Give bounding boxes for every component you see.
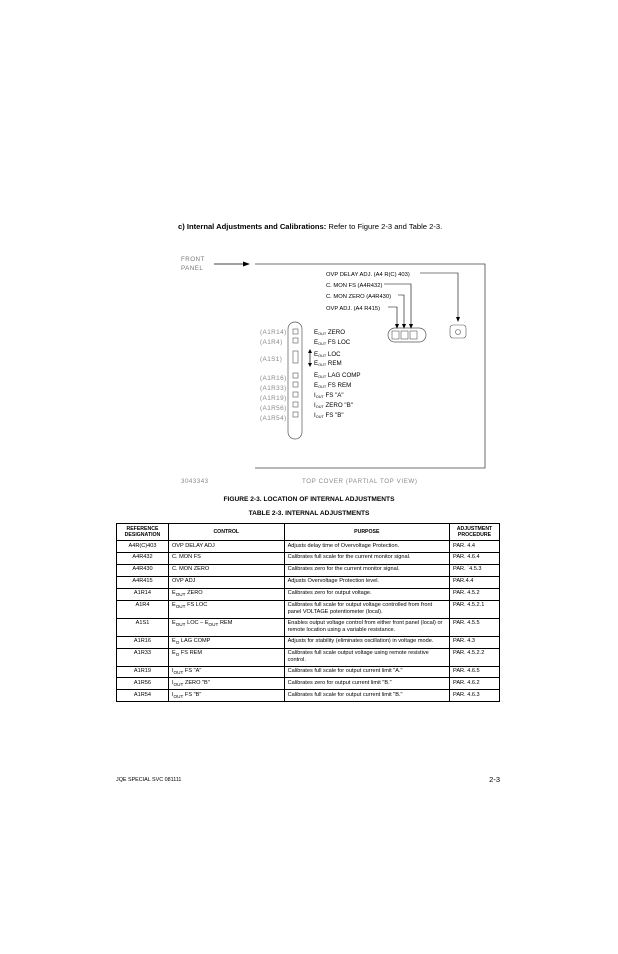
- designator-label: (A1R14): [260, 329, 287, 336]
- purpose-cell: Calibrates full scale for the current monitor signal.: [284, 552, 449, 564]
- control-label: EOUT LOC: [314, 351, 341, 358]
- table-row: [117, 690, 500, 702]
- table-row: [117, 666, 500, 678]
- designator-label: (A1S1): [260, 356, 283, 363]
- control-cell: $I_{OUT}$ FS "A": [168, 666, 284, 678]
- a1-board-slot: [288, 322, 302, 439]
- purpose-cell: Calibrates zero for output voltage.: [284, 588, 449, 600]
- purpose-cell: Calibrates full scale for output current limit "A.": [284, 666, 449, 678]
- figure-caption: FIGURE 2-3. LOCATION OF INTERNAL ADJUSTMENTS: [223, 496, 395, 503]
- control-cell: $E_O$ FS REM: [168, 648, 284, 666]
- control-cell: $E_{OUT}$ FS LOC: [168, 600, 284, 618]
- control-label: IOUT ZERO "B": [314, 402, 353, 409]
- purpose-cell: Calibrates zero for output current limit "B.": [284, 678, 449, 690]
- reference-designation-cell: A1R33: [117, 648, 169, 666]
- s1-toggle-arrow: [308, 349, 312, 367]
- control-cell: C. MON ZERO: [168, 564, 284, 576]
- procedure-cell: PAR. 4.6.4: [450, 552, 500, 564]
- control-cell: OVP DELAY ADJ: [168, 541, 284, 553]
- callout-label: OVP ADJ. (A4 R415): [326, 306, 381, 312]
- control-cell: $E_{OUT}$ ZERO: [168, 588, 284, 600]
- control-label: IOUT FS "A": [314, 392, 344, 399]
- table-caption: TABLE 2-3. INTERNAL ADJUSTMENTS: [248, 510, 370, 517]
- reference-designation-cell: A4R415: [117, 576, 169, 588]
- procedure-cell: PAR. 4.6.3: [450, 690, 500, 702]
- control-label: EOUT FS LOC: [314, 339, 351, 346]
- control-label: EOUT FS REM: [314, 382, 352, 389]
- procedure-cell: PAR. 4.6.2: [450, 678, 500, 690]
- procedure-cell: PAR. 4.3: [450, 636, 500, 648]
- column-header: ADJUSTMENT PROCEDURE: [450, 524, 500, 541]
- internal-adjustments-table: [116, 523, 500, 702]
- purpose-cell: Adjusts delay time of Overvoltage Protection.: [284, 541, 449, 553]
- page-number: 2-3: [489, 775, 500, 784]
- reference-designation-cell: A4R(C)403: [117, 541, 169, 553]
- callout-leaders: [384, 273, 458, 325]
- callout-label: C. MON FS (A4R432): [326, 283, 383, 289]
- control-cell: OVP ADJ: [168, 576, 284, 588]
- procedure-cell: PAR.4.4: [450, 576, 500, 588]
- control-cell: $I_{OUT}$ ZERO "B": [168, 678, 284, 690]
- procedure-cell: PAR. `4.5.3: [450, 564, 500, 576]
- drawing-number: 3043343: [181, 478, 209, 485]
- table-row: [117, 636, 500, 648]
- table-row: [117, 648, 500, 666]
- table-row: [117, 600, 500, 618]
- designator-label: (A1R56): [260, 405, 287, 412]
- designator-label: (A1R16): [260, 375, 287, 382]
- table-row: [117, 564, 500, 576]
- table-row: [117, 678, 500, 690]
- procedure-cell: PAR. 4.5.2.1: [450, 600, 500, 618]
- callout-label: C. MON ZERO (A4R430): [326, 294, 392, 300]
- table-row: [117, 552, 500, 564]
- column-header: CONTROL: [168, 524, 284, 541]
- reference-designation-cell: A1R16: [117, 636, 169, 648]
- view-label: TOP COVER (PARTIAL TOP VIEW): [302, 478, 418, 485]
- procedure-cell: PAR. 4.6.5: [450, 666, 500, 678]
- designator-label: (A1R19): [260, 395, 287, 402]
- control-label: EOUT REM: [314, 360, 342, 367]
- section-heading-bold: c) Internal Adjustments and Calibrations:: [178, 222, 327, 231]
- procedure-cell: PAR. 4.4: [450, 541, 500, 553]
- reference-designation-cell: A4R432: [117, 552, 169, 564]
- a1-trimmers: [293, 329, 298, 417]
- control-label: IOUT FS "B": [314, 412, 344, 419]
- control-label: EOUT LAG COMP: [314, 372, 361, 379]
- control-cell: C. MON FS: [168, 552, 284, 564]
- purpose-cell: Calibrates full scale for output current limit "B.": [284, 690, 449, 702]
- table-row: [117, 576, 500, 588]
- column-header: REFERENCE DESIGNATION: [117, 524, 169, 541]
- purpose-cell: Calibrates zero for the current monitor signal.: [284, 564, 449, 576]
- procedure-cell: PAR. 4.5.2: [450, 588, 500, 600]
- table-body: [117, 541, 500, 702]
- ovp-delay-trimmer: [450, 325, 466, 338]
- front-panel-arrowhead: [243, 262, 250, 267]
- control-cell: $I_{OUT}$ FS "B": [168, 690, 284, 702]
- reference-designation-cell: A4R430: [117, 564, 169, 576]
- reference-designation-cell: A1R14: [117, 588, 169, 600]
- reference-designation-cell: A1R56: [117, 678, 169, 690]
- designator-label: (A1R4): [260, 339, 283, 346]
- table-row: [117, 588, 500, 600]
- table-row: [117, 541, 500, 553]
- section-heading-text: Refer to Figure 2-3 and Table 2-3.: [326, 222, 443, 231]
- reference-designation-cell: A1R19: [117, 666, 169, 678]
- purpose-cell: Enables output voltage control from either front panel (local) or remote location using a variable resistance.: [284, 618, 449, 636]
- control-label: EOUT ZERO: [314, 329, 346, 336]
- purpose-cell: Adjusts for stability (eliminates oscillation) in voltage mode.: [284, 636, 449, 648]
- designator-label: (A1R54): [260, 415, 287, 422]
- column-header: PURPOSE: [284, 524, 449, 541]
- table-header-row: [117, 524, 500, 541]
- reference-designation-cell: A1S1: [117, 618, 169, 636]
- purpose-cell: Adjusts Overvoltage Protection level.: [284, 576, 449, 588]
- purpose-cell: Calibrates full scale for output voltage controlled from front panel VOLTAGE potentiometer (local).: [284, 600, 449, 618]
- front-panel-label-1: FRONT: [181, 256, 205, 263]
- reference-designation-cell: A1R4: [117, 600, 169, 618]
- reference-designation-cell: A1R54: [117, 690, 169, 702]
- procedure-cell: PAR. 4.5.5: [450, 618, 500, 636]
- a4-trimmer-housing: [388, 328, 426, 342]
- procedure-cell: PAR. 4.5.2.2: [450, 648, 500, 666]
- callout-label: OVP DELAY ADJ. (A4 R(C) 403): [326, 272, 410, 278]
- table-row: [117, 618, 500, 636]
- purpose-cell: Calibrates full scale output voltage using remote resistive control.: [284, 648, 449, 666]
- control-cell: $E_O$ LAG COMP: [168, 636, 284, 648]
- footer-document-id: JQE SPECIAL SVC 081111: [116, 777, 182, 783]
- a4-trimmers: [392, 331, 417, 339]
- front-panel-label-2: PANEL: [181, 265, 204, 272]
- control-cell: $E_{OUT}$ LOC – $E_{OUT}$ REM: [168, 618, 284, 636]
- designator-label: (A1R33): [260, 385, 287, 392]
